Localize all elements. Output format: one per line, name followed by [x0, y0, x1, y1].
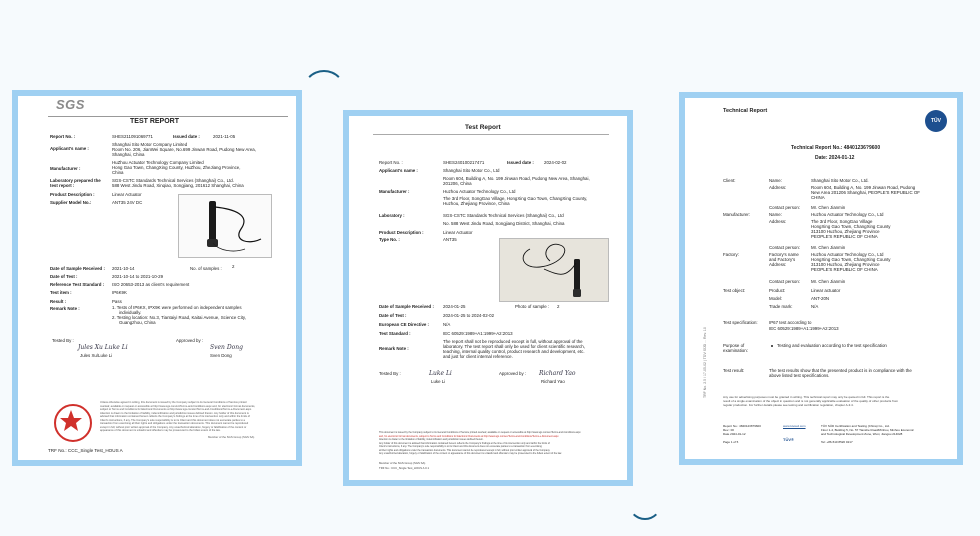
product-label: Product Description :	[50, 192, 95, 197]
manufacturer-address-key: Address:	[769, 219, 787, 224]
report-no-label: Report No. :	[379, 160, 403, 165]
footer-left-line: Report No.: 48401236?9600	[723, 424, 761, 428]
disclaimer-line: Unless otherwise agreed in writing, this document is issued by the Company subject to its General Conditions of Service printed	[100, 401, 247, 404]
issued-date-label: Issued date :	[173, 134, 200, 139]
approved-by-label: Approved by :	[499, 371, 527, 376]
disclaimer-line: Any unauthorized alteration, forgery or falsification of the content or appearance of this document is unlawful and offenders may be prosecuted to the fullest extent of the law.	[379, 452, 562, 455]
client-name: Shanghai Sito Motor Co., Ltd.	[811, 178, 869, 183]
member-note: Member of the SGS Group (SGS SA)	[379, 461, 426, 465]
factory-contact: Mr. Chen Jianmin	[811, 279, 846, 284]
page-title: Test Report	[465, 124, 501, 131]
footer-right-line: TÜV SÜD Certification and Testing (China) Co., Ltd.	[821, 424, 890, 428]
result-line: above listed test specifications.	[769, 373, 830, 378]
disclaimer-line: except in full, without prior written approval of the Company. Any unauthorized alteration, forgery or falsification of the content or	[100, 425, 247, 429]
factory-key: Factory's name	[769, 252, 799, 257]
manufacturer-line: China	[112, 170, 124, 175]
lab-line: 588 West Jindu Road, Xinqiao, Songjiang, 201612 Shanghai, China	[112, 183, 244, 188]
factory-key: Address:	[769, 262, 787, 267]
footer-right-line: and Technological Development Zone, Wuxi, Jiangsu 214028	[821, 432, 903, 436]
spec-line: IEC 60529:1989+A1:1999+A2:2013	[769, 326, 839, 331]
remark-line: teaching, internal quality control, product research and development, etc.	[443, 349, 585, 354]
applicant-line: 201206, China	[443, 181, 472, 186]
disclaimer-line: appearance of this document is unlawful and offenders may be prosecuted to the fullest extent of the law.	[100, 429, 221, 432]
client-contact: Mr. Chen Jianmin	[811, 205, 846, 210]
client-label: Client:	[723, 178, 736, 183]
date-received: 2021-10-14	[112, 266, 135, 271]
footer-left-line: Date 2024-01-12	[723, 432, 746, 436]
issued-date: 2024-02-02	[544, 160, 567, 165]
remark-line: and just for client internal reference.	[443, 354, 513, 359]
date-test: 2024-01-25 to 2024-02-02	[443, 313, 495, 318]
trf-footer: TRF No.: CCC_Single Test_HOUS A 0.1	[379, 466, 430, 470]
test-item-value: IP6K9K	[112, 290, 127, 295]
remark-line: 1. Tests of IP6KX, IPX9K were performed on independent samples	[112, 305, 242, 310]
standard-label: Test Standard :	[379, 331, 411, 336]
directive-label: European CE Directive :	[379, 322, 430, 327]
manufacturer-line: Huzhou, Zhejiang Province, China	[443, 201, 510, 206]
purpose-value: Testing and evaluation according to the test specification	[777, 343, 887, 348]
model-value: ANT35 24V DC	[112, 200, 143, 205]
manufacturer-label: Manufacturer :	[379, 189, 410, 194]
sgs-logo: SGS	[56, 97, 85, 112]
sgs-seal-stamp	[54, 404, 92, 442]
reference-value: ISO 20653-2013 as client's requirement	[112, 282, 190, 287]
approver-name: Sven Dong	[210, 353, 232, 358]
disclaimer-line: Client's instructions, if any. The Company's sole responsibility is to its Client and this document does not exonerate parties to a	[100, 418, 245, 422]
applicant-line: Shanghai, China	[112, 152, 145, 157]
photo-count: 2	[557, 304, 560, 309]
tuv-logo: TÜV	[925, 110, 947, 132]
applicant-label: Applicant's name :	[379, 168, 418, 173]
disclaimer-line: subject to Terms and Conditions for Electronic Documents at http://www.sgs.com/en/Terms-and-Conditions/Terms-e-Document.aspx.	[100, 408, 252, 411]
manufacturer-address-line: The 3rd Floor, SongGao Village	[811, 219, 873, 224]
applicant-line: Shanghai Sito Motor Co., Ltd	[443, 168, 500, 173]
fine-print-line: regular production. For further details please see testing and certification regulation, chapter A-3.4.	[723, 403, 854, 407]
page-title: Technical Report	[723, 108, 768, 114]
date-received-label: Date of Sample Received :	[379, 304, 434, 309]
remark-line: laboratory. The test report shall only be used for client scientific research,	[443, 344, 585, 349]
disclaimer-line: transaction from exercising all their rights and obligations under the transaction documents. This document cannot be reproduced	[100, 422, 249, 425]
disclaimer-line: Attention is drawn to the limitation of liability, indemnification and jurisdiction issues defined therein.	[379, 438, 484, 441]
factory-line: 313100 Huzhou, Zhejiang Province	[811, 262, 880, 267]
tester-name: Jules Xu/Luke Li	[80, 353, 113, 358]
tester-name: Luke Li	[431, 379, 446, 384]
disclaimer-line: Client's instructions, if any. The Company's sole responsibility is to its Client and this document does not exonerate parties to a transaction from exercising	[379, 445, 542, 448]
manufacturer-address-line: PEOPLE'S REPUBLIC OF CHINA	[811, 234, 878, 239]
sample-photo	[499, 238, 609, 302]
manufacturer-name: Huzhou Actuator Technology Co., Ltd	[811, 212, 884, 217]
approver-name: Richard Yao	[541, 379, 565, 384]
report-no: SHES211091069771	[112, 134, 153, 139]
issued-date-label: Issued date :	[507, 160, 534, 165]
disclaimer-line: This document is issued by the Company subject to its General Conditions of Service printed overleaf, available on request or accessible at http://www.sgs.com/en/Terms-and-Conditions.aspx	[379, 431, 581, 434]
trade-mark-value: N/A	[811, 304, 819, 309]
samples-label: No. of samples :	[190, 266, 222, 271]
bullet-icon	[771, 345, 773, 347]
product-value: Linear Actuator	[112, 192, 142, 197]
footer-left-line: Page 1 of 5	[723, 440, 739, 444]
purpose-label: examination:	[723, 348, 748, 353]
manufacturer-line: Huzhou Actuator Technology Co., Ltd	[443, 189, 516, 194]
footer-right-line: Floor 1-4, Building 5, No. 57 Tianshe Road/Minhou, Minhou Economic	[821, 428, 914, 432]
report-number: Technical Report No.: 48401236?9600	[791, 145, 881, 151]
factory-label: Factory:	[723, 252, 739, 257]
remark-line: Guangzhou, China	[119, 320, 156, 325]
lab-line: SGS-CSTC Standards Technical Services (Shanghai) Co., Ltd.	[112, 178, 234, 183]
page-title: TEST REPORT	[130, 118, 180, 125]
factory-line: PEOPLE'S REPUBLIC OF CHINA	[811, 267, 878, 272]
issued-date: 2021-11-05	[213, 134, 236, 139]
purpose-label: Purpose of	[723, 343, 745, 348]
result-line: The test results show that the presented product is in compliance with the	[769, 368, 912, 373]
tester-signature: Luke Li	[429, 370, 452, 377]
product-value: Linear Actuator	[443, 230, 473, 235]
lab-label: test report :	[50, 183, 75, 188]
factory-key: and Factory's	[769, 257, 796, 262]
tuv-technical-report-2024	[679, 92, 963, 465]
spec-label: Test specification:	[723, 320, 758, 325]
trf-footer: TRF No.: CCC_Single Test_HOUS A	[48, 448, 123, 453]
manufacturer-contact: Mr. Chen Jianmin	[811, 245, 846, 250]
disclaimer-line: all their rights and obligations under the transaction documents. This document cannot be reproduced except in full, without prior written approval of the Company.	[379, 448, 551, 452]
header-rule	[373, 134, 609, 135]
model-key: Model:	[769, 296, 783, 301]
tested-by-label: Tested By :	[379, 371, 401, 376]
directive-value: N/A	[443, 322, 451, 327]
model-label: Supplier Model No.:	[50, 200, 92, 205]
manufacturer-line: The 3rd Floor, SongGao Village, HongXing Gao Town, ChangXing County,	[443, 196, 588, 201]
lab-label: Laboratory :	[379, 213, 405, 218]
decorative-arc-bottom	[628, 486, 662, 520]
result-label: Test result:	[723, 368, 745, 373]
report-no-label: Report No. :	[50, 134, 76, 139]
date-test: 2021-10-14 to 2021-10-29	[112, 274, 164, 279]
standard-value: IEC 60529:1989+A1:1999+A2:2013	[443, 331, 513, 336]
disclaimer-line: and, for electronic format documents, subject to Terms and Conditions for Electronic Documents at http://www.sgs.com/en/Terms-and-Conditions/Terms-e-Document.aspx.	[379, 434, 560, 438]
approver-signature: Sven Dong	[210, 344, 243, 351]
approved-by-label: Approved by :	[176, 338, 204, 343]
applicant-line: Room 604, Building A, No. 199 Jinwan Road, Pudong New Area, Shanghai,	[443, 176, 590, 181]
remark-line: The report shall not be reproduced except in full, without approval of the	[443, 339, 583, 344]
factory-line: Huzhou Actuator Technology Co., Ltd	[811, 252, 884, 257]
test-item-label: Test item :	[50, 290, 72, 295]
product-value: Linear actuator	[811, 288, 841, 293]
result-label: Result :	[50, 299, 67, 304]
disclaimer-line: overleaf, available on request or accessible at http://www.sgs.com/en/Terms-and-Conditions.aspx and, for electronic format documents,	[100, 404, 256, 408]
trade-mark-key: Trade mark:	[769, 304, 793, 309]
report-date: Date: 2024-01-12	[815, 155, 855, 161]
remark-label: Remark Note :	[50, 306, 80, 311]
product-label: Product Description :	[379, 230, 424, 235]
manufacturer-contact-key: Contact person:	[769, 245, 800, 250]
factory-line: HongXing Gao Town, ChangXing County	[811, 257, 891, 262]
approver-signature: Richard Yao	[539, 370, 576, 377]
type-label: Type No. :	[379, 237, 400, 242]
client-address-line: Room 604, Building A, No. 199 Jinwan Road, Pudong	[811, 185, 916, 190]
applicant-line: Shanghai Sito Motor Company Limited	[112, 142, 188, 147]
lab-line: No. 588 West Jindu Road, Songjiang District, Shanghai, China	[443, 221, 565, 226]
reference-label: Reference Test Standard :	[50, 282, 105, 287]
manufacturer-address-line: HongXing Gao Town, ChangXing County	[811, 224, 891, 229]
manufacturer-line: Hong Gao Town, ChangXing County, HuZhou, ZheJiang Province,	[112, 165, 241, 170]
manufacturer-label: Manufacturer :	[50, 166, 81, 171]
client-address-line: New Area 201206 Shanghai, PEOPLE'S REPUBLIC OF	[811, 190, 920, 195]
remark-line: individually.	[119, 310, 142, 315]
disclaimer-line: advised that information contained hereon reflects the Company's findings at the time of its intervention only and within the limits of	[100, 415, 250, 418]
sample-photo	[178, 194, 272, 258]
footer-tuv-mark: TÜV®	[783, 437, 794, 442]
lab-line: SGS-CSTC Standards Technical Services (Shanghai) Co., Ltd	[443, 213, 564, 218]
client-address-line: CHINA	[811, 195, 825, 200]
test-object-label: Test object:	[723, 288, 746, 293]
remark-line: 2. Testing location: No.3, Tiantaiyi Road, Kaitai Avenue, Science City,	[112, 315, 246, 320]
remark-label: Remark Note :	[379, 346, 409, 351]
date-test-label: Date of Test :	[379, 313, 407, 318]
decorative-arc-top	[302, 70, 346, 114]
lab-label: Laboratory prepared the	[50, 178, 101, 183]
client-name-key: Name:	[769, 178, 782, 183]
client-contact-key: Contact person:	[769, 205, 800, 210]
footer-url[interactable]: www.tuvsud.com	[783, 424, 806, 428]
side-reference-text: TRF No. 2.5 / 17-05-02 | TÜV SÜD ... Rev. 10	[703, 327, 707, 398]
disclaimer-line: Any holder of this document is advised that information contained hereon reflects the Company's findings at the time of its intervention only and within the limits of	[379, 441, 550, 445]
disclaimer-line: Attention is drawn to the limitation of liability, indemnification and jurisdiction issues defined therein. Any holder of this document is	[100, 411, 249, 415]
fine-print-line: Any use for advertising purposes must be granted in writing. This technical report may only be quoted in full. This report is the	[723, 395, 890, 399]
date-received: 2024-01-25	[443, 304, 466, 309]
footer-right-line: Tel: +86-510 8520 0217	[821, 440, 853, 444]
spec-line: IP67 test according to	[769, 320, 812, 325]
manufacturer-address-line: 313100 Huzhou, Zhejiang Province	[811, 229, 880, 234]
product-key: Product:	[769, 288, 786, 293]
tester-signature: Jules Xu Luke Li	[78, 344, 128, 351]
applicant-line: Room No. 206, JianWei Square, No.699 Jinwan Road, Pudong New Area,	[112, 147, 256, 152]
date-test-label: Date of Test :	[50, 274, 78, 279]
fine-print-line: result of a single examination of the object in question and is not generally applicable evaluation of the quality of other products from	[723, 399, 899, 403]
samples-count: 2	[232, 264, 235, 269]
applicant-label: Applicant's name :	[50, 146, 89, 151]
factory-contact-key: Contact person:	[769, 279, 800, 284]
manufacturer-name-key: Name:	[769, 212, 782, 217]
sgs-test-report-2021	[12, 90, 302, 466]
tested-by-label: Tested By :	[52, 338, 74, 343]
sgs-test-report-2024	[343, 110, 633, 486]
manufacturer-label: Manufacturer:	[723, 212, 751, 217]
date-received-label: Date of Sample Received :	[50, 266, 105, 271]
photo-label: Photo of sample :	[515, 304, 550, 309]
member-note: Member of the SGS Group (SGS SA)	[208, 435, 255, 439]
header-rule	[48, 116, 288, 117]
report-no: SHES240100217471	[443, 160, 485, 165]
footer-left-line: Rev.: 00	[723, 428, 734, 432]
type-value: ANT35	[443, 237, 457, 242]
result-value: Pass	[112, 299, 122, 304]
model-value: ANT-20N	[811, 296, 830, 301]
client-address-key: Address:	[769, 185, 787, 190]
manufacturer-line: HuZhou Actuator Technology Company Limited	[112, 160, 204, 165]
